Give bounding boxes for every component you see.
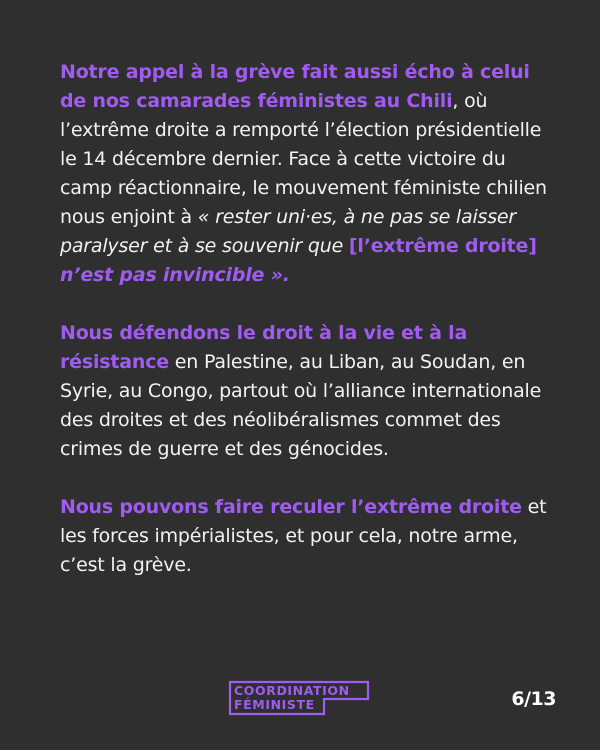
coordination-feministe-logo [228, 680, 370, 716]
logo-line-1: COORDINATION [234, 683, 350, 698]
paragraph-resistance-body: en Palestine, au Liban, au Soudan, en Syrie, au Congo, partout où l’alliance internationale des droites et des néolibéralismes commet des crimes de guerre et des génocides. [60, 351, 542, 460]
paragraph-strike-body: et les forces impérialistes, et pour cela, notre arme, c’est la grève. [60, 496, 547, 576]
paragraph-strike [60, 493, 550, 580]
paragraph-chile-lead: Notre appel à la grève fait aussi écho à celui de nos camarades féministes au Chili [60, 61, 530, 112]
paragraph-chile-quote-end: n’est pas invincible ». [60, 264, 290, 286]
page-number: 6/13 [511, 688, 556, 710]
main-text [60, 58, 550, 609]
paragraph-chile-quote-start: « rester uni·es, à ne pas se laisser paralyser et à se souvenir que [60, 206, 517, 257]
paragraph-resistance [60, 319, 550, 464]
paragraph-chile [60, 58, 550, 290]
paragraph-chile-quote-bracket: [l’extrême droite] [348, 235, 537, 257]
paragraph-resistance-lead: Nous défendons le droit à la vie et à la résistance [60, 322, 468, 373]
logo-line-2: FÉMINISTE [234, 697, 315, 712]
paragraph-strike-lead: Nous pouvons faire reculer l’extrême droite [60, 496, 522, 518]
paragraph-chile-body: , où l’extrême droite a remporté l’élection présidentielle le 14 décembre dernier. Face à cette victoire du camp réactionnaire, le mouvement féministe chilien nous enjoint à [60, 90, 547, 228]
